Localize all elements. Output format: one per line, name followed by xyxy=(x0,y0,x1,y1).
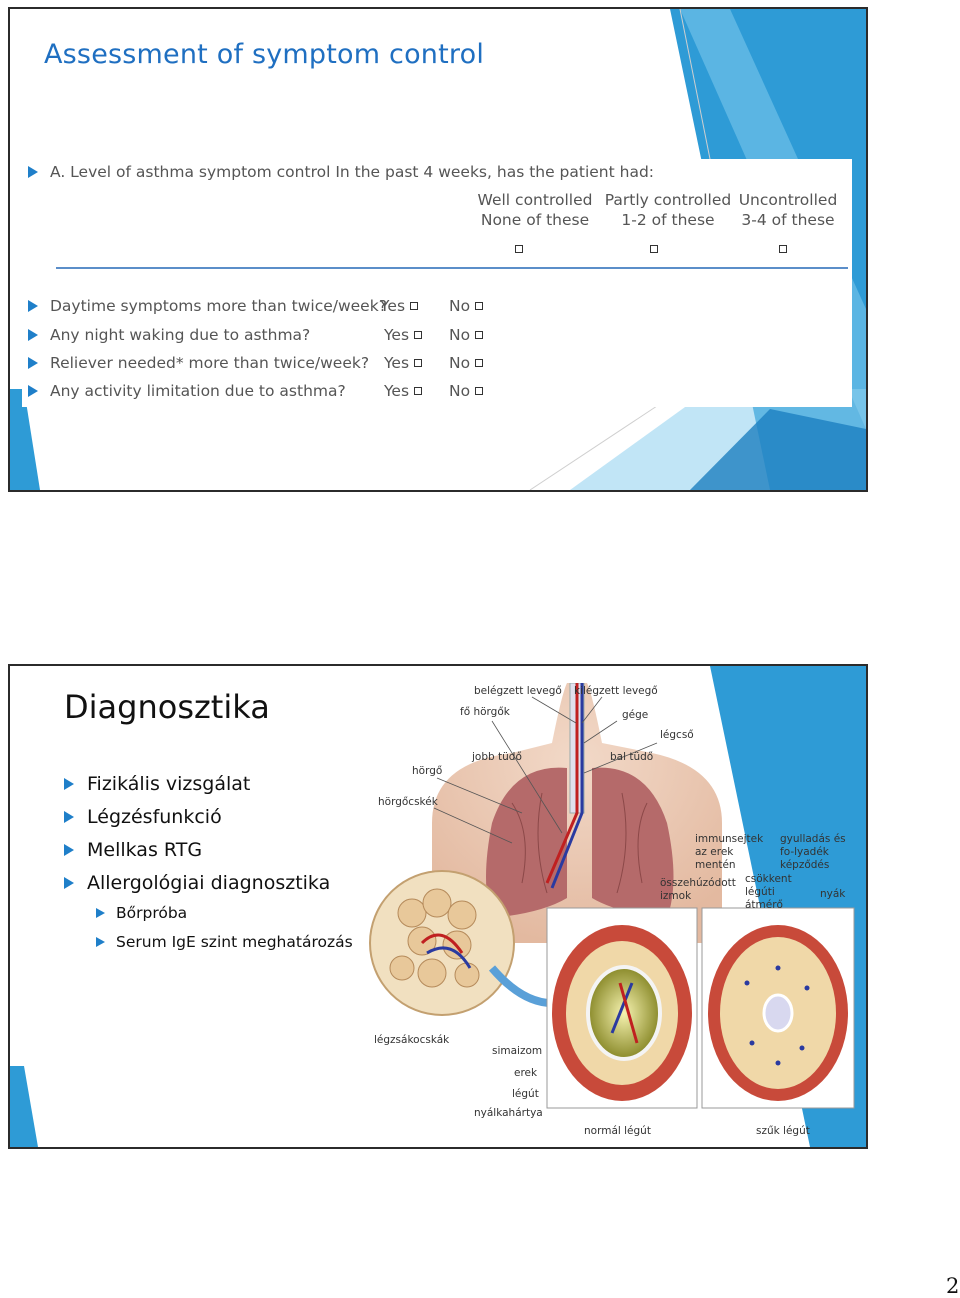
figure-label: csökkent légúti átmérő xyxy=(745,873,792,911)
list-item-text: Légzésfunkció xyxy=(87,806,222,828)
bullet-arrow-icon xyxy=(96,908,105,918)
no-option[interactable] xyxy=(449,326,483,344)
figure-label: fő hörgők xyxy=(460,706,510,718)
respiratory-system-illustration xyxy=(362,683,858,1143)
slide-symptom-control xyxy=(8,7,868,492)
no-label: No xyxy=(449,354,471,372)
slide-title: Assessment of symptom control xyxy=(44,39,485,70)
yes-option[interactable] xyxy=(384,326,422,344)
no-option[interactable] xyxy=(449,354,483,372)
no-label: No xyxy=(449,382,471,400)
yes-checkbox[interactable] xyxy=(410,302,418,310)
yes-checkbox[interactable] xyxy=(414,387,422,395)
intro-line xyxy=(28,163,654,181)
column-well-controlled xyxy=(476,190,594,230)
checkbox-partly-controlled[interactable] xyxy=(650,245,658,253)
column-sublabel: 1-2 of these xyxy=(621,211,715,229)
bullet-arrow-icon xyxy=(28,357,38,369)
bullet-arrow-icon xyxy=(28,166,38,178)
figure-label: gyulladás és fo-lyadék képződés xyxy=(780,833,846,871)
intro-text: A. Level of asthma symptom control In the past 4 weeks, has the patient had: xyxy=(50,163,655,181)
column-sublabel: None of these xyxy=(480,211,590,229)
no-option[interactable] xyxy=(449,297,483,315)
yes-checkbox[interactable] xyxy=(414,359,422,367)
normal-airway-lumen xyxy=(588,967,660,1059)
figure-label: összehúzódott izmok xyxy=(660,877,736,902)
sub-list-item-text: Serum IgE szint meghatározás xyxy=(116,933,353,951)
no-checkbox[interactable] xyxy=(475,387,483,395)
list-item-text: Fizikális vizsgálat xyxy=(87,773,251,795)
no-checkbox[interactable] xyxy=(475,331,483,339)
bullet-arrow-icon xyxy=(64,844,74,856)
figure-label: szűk légút xyxy=(756,1125,810,1137)
bullet-arrow-icon xyxy=(64,778,74,790)
list-item xyxy=(64,839,202,861)
yes-checkbox[interactable] xyxy=(414,331,422,339)
figure-label: hörgőcskék xyxy=(378,796,438,808)
sub-list-item xyxy=(96,904,187,922)
question-text: Daytime symptoms more than twice/week? xyxy=(50,297,387,315)
bullet-arrow-icon xyxy=(28,329,38,341)
figure-label: immunsejtek az erek mentén xyxy=(695,833,764,871)
figure-label: hörgő xyxy=(412,765,443,777)
bullet-arrow-icon xyxy=(28,385,38,397)
list-item xyxy=(64,773,250,795)
figure-label: kilégzett levegő xyxy=(574,685,658,697)
question-row xyxy=(28,326,310,344)
list-item-text: Mellkas RTG xyxy=(87,839,203,861)
question-row xyxy=(28,382,346,400)
bullet-arrow-icon xyxy=(64,811,74,823)
slide-diagnosztika xyxy=(8,664,868,1149)
column-sublabel: 3-4 of these xyxy=(741,211,835,229)
list-item xyxy=(64,872,330,894)
yes-label: Yes xyxy=(384,354,410,372)
yes-label: Yes xyxy=(384,326,410,344)
yes-option[interactable] xyxy=(380,297,418,315)
figure-label: gége xyxy=(622,709,649,721)
yes-label: Yes xyxy=(380,297,406,315)
yes-label: Yes xyxy=(384,382,410,400)
yes-option[interactable] xyxy=(384,354,422,372)
column-partly-controlled xyxy=(600,190,736,230)
question-text: Any night waking due to asthma? xyxy=(50,326,311,344)
list-item-text: Allergológiai diagnosztika xyxy=(87,872,331,894)
divider-line xyxy=(56,267,848,269)
sub-list-item xyxy=(96,933,353,951)
yes-option[interactable] xyxy=(384,382,422,400)
no-label: No xyxy=(449,297,471,315)
checkbox-uncontrolled[interactable] xyxy=(779,245,787,253)
figure-label: simaizom xyxy=(492,1045,543,1057)
column-label: Uncontrolled xyxy=(738,191,838,209)
figure-label: légcső xyxy=(660,729,694,741)
bullet-arrow-icon xyxy=(64,877,74,889)
question-text: Any activity limitation due to asthma? xyxy=(50,382,346,400)
bullet-arrow-icon xyxy=(96,937,105,947)
figure-label: légút xyxy=(512,1088,539,1100)
column-uncontrolled xyxy=(736,190,840,230)
figure-label: bal tüdő xyxy=(610,751,654,763)
figure-label: belégzett levegő xyxy=(474,685,562,697)
figure-label: erek xyxy=(514,1067,538,1079)
question-row xyxy=(28,354,369,372)
figure-label: jobb tüdő xyxy=(472,751,522,763)
figure-label: nyák xyxy=(820,888,846,900)
no-option[interactable] xyxy=(449,382,483,400)
figure-label: normál légút xyxy=(584,1125,651,1137)
sub-list-item-text: Bőrpróba xyxy=(116,904,188,922)
checkbox-well-controlled[interactable] xyxy=(515,245,523,253)
deco-left-band xyxy=(10,1066,38,1147)
figure-label: légzsákocskák xyxy=(374,1034,450,1046)
no-checkbox[interactable] xyxy=(475,359,483,367)
bullet-arrow-icon xyxy=(28,300,38,312)
column-label: Well controlled xyxy=(477,191,593,209)
question-text: Reliever needed* more than twice/week? xyxy=(50,354,370,372)
figure-label: nyálkahártya xyxy=(474,1107,543,1119)
narrow-airway-lumen xyxy=(764,995,792,1031)
column-label: Partly controlled xyxy=(604,191,732,209)
list-item xyxy=(64,806,222,828)
no-label: No xyxy=(449,326,471,344)
no-checkbox[interactable] xyxy=(475,302,483,310)
slide-title: Diagnosztika xyxy=(64,688,270,726)
page-number: 2 xyxy=(946,1274,960,1298)
question-row xyxy=(28,297,387,315)
